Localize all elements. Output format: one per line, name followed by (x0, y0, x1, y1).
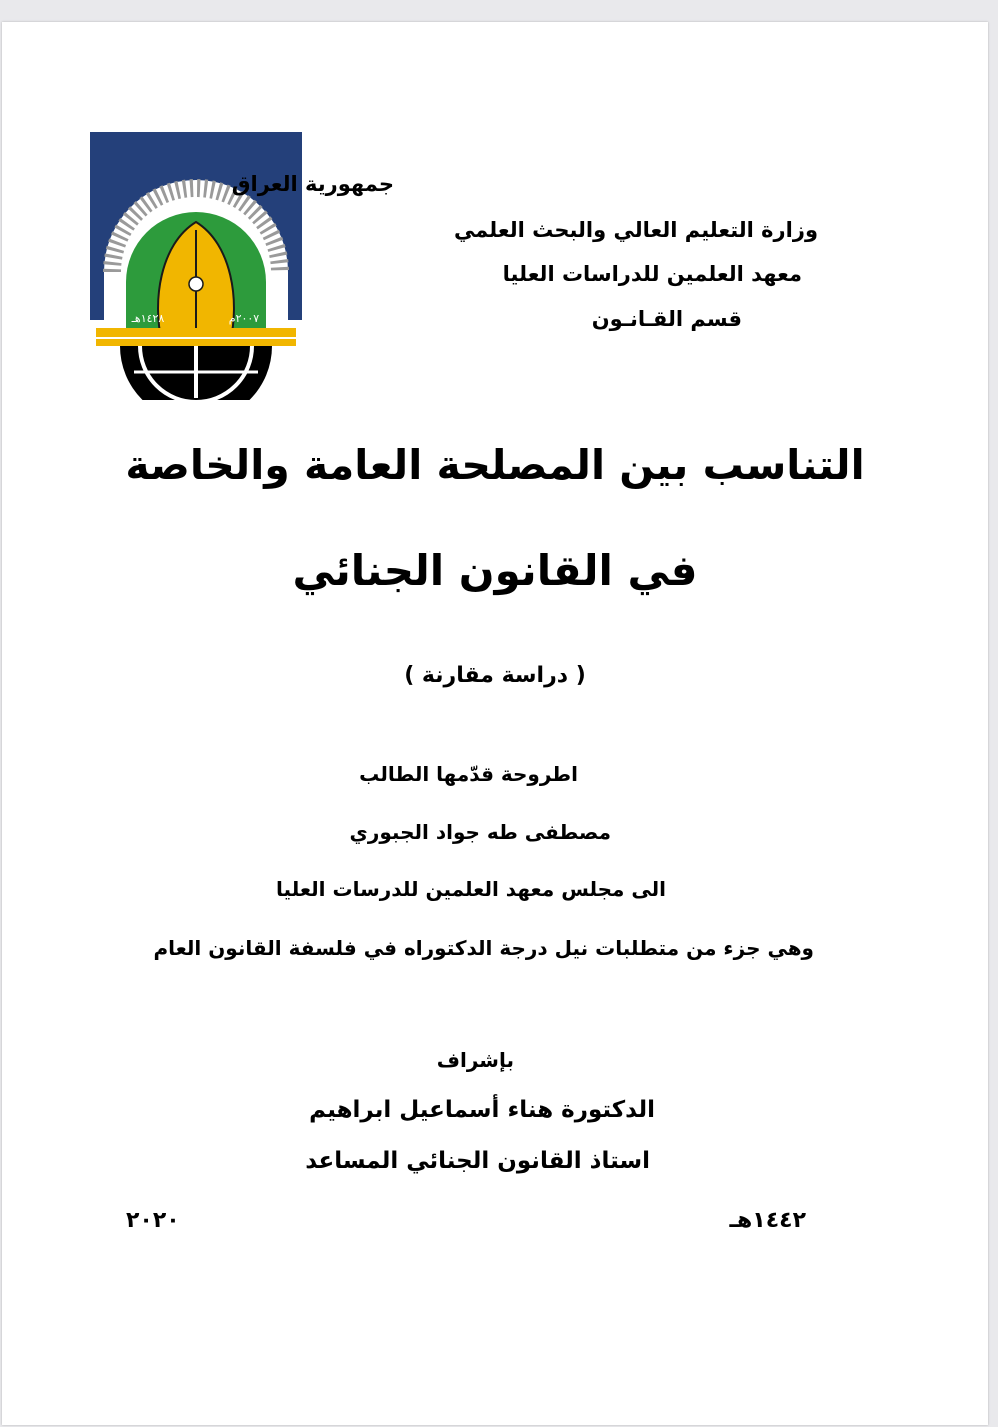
logo-year-left: ١٤٢٨هـ (131, 312, 165, 325)
submission-council: الى مجلس معهد العلمين للدرسات العليا (276, 877, 666, 901)
student-name: مصطفى طه جواد الجبوري (349, 820, 611, 844)
date-gregorian: ٢٠٢٠ (126, 1208, 180, 1233)
header-country: جمهورية العراق (231, 172, 394, 196)
thesis-subtitle: ( دراسة مقارنة ) (404, 663, 586, 688)
supervisor-rank: استاذ القانون الجنائي المساعد (305, 1148, 650, 1174)
logo-year-right: ٢٠٠٧م (228, 312, 260, 325)
submission-intro: اطروحة قدّمها الطالب (359, 762, 578, 786)
header-ministry: وزارة التعليم العالي والبحث العلمي (453, 218, 818, 242)
thesis-title-line1: التناسب بين المصلحة العامة والخاصة (125, 441, 865, 489)
thesis-title-line2: في القانون الجنائي (292, 546, 698, 595)
supervisor-name: الدكتورة هناء أسماعيل ابراهيم (309, 1097, 655, 1123)
date-hijri: ١٤٤٢هـ (729, 1208, 806, 1233)
document-page (2, 22, 988, 1425)
header-department: قسم القـانـون (591, 307, 742, 331)
submission-degree: وهي جزء من متطلبات نيل درجة الدكتوراه في فلسفة القانون العام (153, 936, 814, 960)
header-institute: معهد العلمين للدراسات العليا (502, 262, 802, 286)
supervision-label: بإشراف (436, 1048, 514, 1072)
